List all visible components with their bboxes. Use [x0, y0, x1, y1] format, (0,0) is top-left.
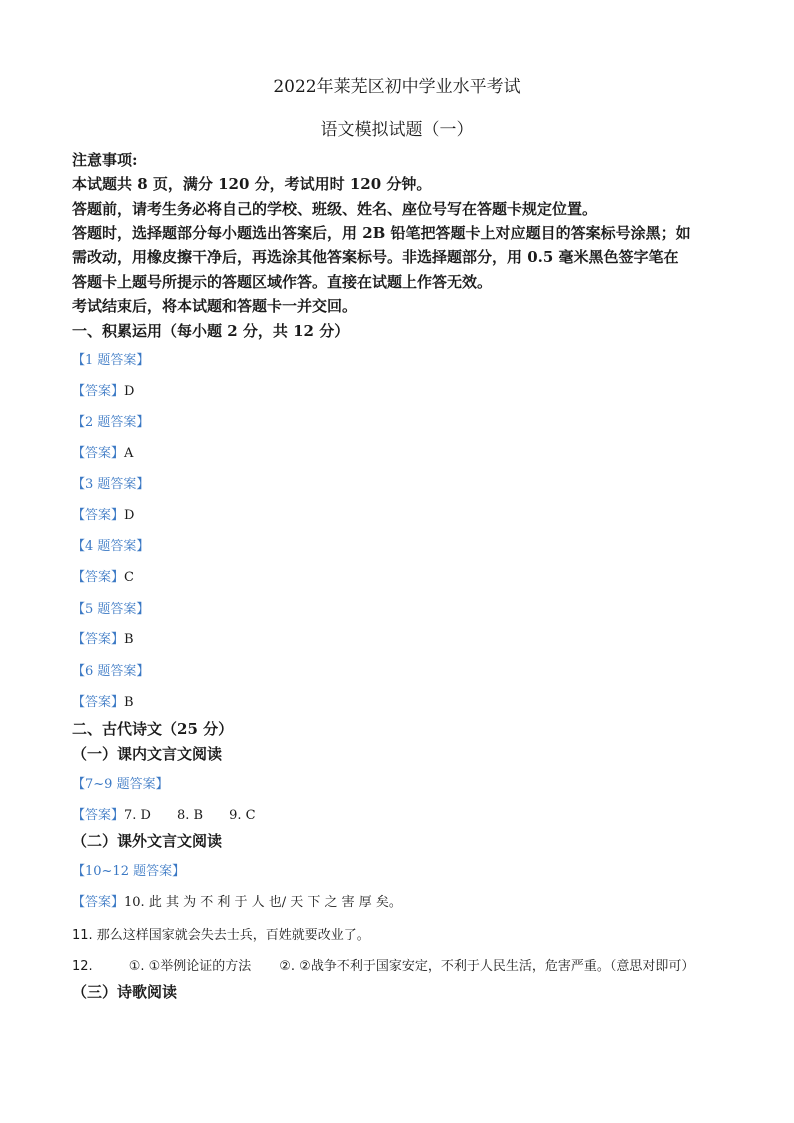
q7-9-label: 【7~9 题答案】 — [72, 777, 169, 792]
answer-tag: 【答案】 — [72, 808, 125, 823]
answer-value: 10. 此 其 为 不 利 于 人 也/ 天 下 之 害 厚 矣。 — [124, 895, 402, 910]
q4-label: 【4 题答案】 — [72, 539, 150, 554]
q3-answer — [72, 504, 134, 523]
q5-label: 【5 题答案】 — [72, 602, 150, 617]
page-subtitle: 语文模拟试题（一） — [320, 120, 474, 140]
part2-heading: （二）课外文言文阅读 — [72, 832, 223, 850]
notes-line: 需改动，用橡皮擦干净后，再选涂其他答案标号。非选择题部分，用 0.5 毫米黑色签字笔在 — [72, 248, 679, 266]
q2-label: 【2 题答案】 — [72, 415, 150, 430]
q5-answer — [72, 628, 134, 647]
page-title: 2022年莱芜区初中学业水平考试 — [273, 77, 521, 97]
q10-12-label: 【10~12 题答案】 — [72, 864, 186, 879]
answer-value: 9. C — [229, 808, 256, 823]
answer-value: B — [124, 632, 134, 647]
q12-answer — [72, 955, 694, 974]
q12-number: 12. — [72, 959, 93, 974]
q10-answer — [72, 891, 402, 910]
answer-tag: 【答案】 — [72, 695, 125, 710]
q4-answer — [72, 566, 134, 585]
answer-value: D — [124, 384, 135, 399]
answer-value: B — [124, 695, 134, 710]
answer-tag: 【答案】 — [72, 508, 125, 523]
notes-line: 答题时，选择题部分每小题选出答案后，用 2B 铅笔把答题卡上对应题目的答案标号涂黑；如 — [72, 224, 691, 242]
answer-tag: 【答案】 — [72, 384, 125, 399]
q6-label: 【6 题答案】 — [72, 664, 150, 679]
answer-value: C — [124, 570, 134, 585]
answer-value: A — [124, 446, 134, 461]
answer-tag: 【答案】 — [72, 895, 125, 910]
section1-heading: 一、积累运用（每小题 2 分，共 12 分） — [72, 322, 350, 340]
notes-line: 答题卡上题号所提示的答题区域作答。直接在试题上作答无效。 — [72, 273, 493, 291]
notes-heading: 注意事项: — [72, 151, 138, 169]
notes-line: 本试题共 8 页，满分 120 分，考试用时 120 分钟。 — [72, 175, 432, 193]
part1-heading: （一）课内文言文阅读 — [72, 745, 223, 763]
q7-9-answer — [72, 804, 256, 823]
section2-heading: 二、古代诗文（25 分） — [72, 720, 234, 738]
notes-line: 考试结束后，将本试题和答题卡一并交回。 — [72, 297, 358, 315]
answer-value: 7. D — [124, 808, 151, 823]
q2-answer — [72, 442, 133, 461]
q12-part-b: ②. ②战争不利于国家安定，不利于人民生活，危害严重。（意思对即可） — [279, 959, 695, 974]
answer-tag: 【答案】 — [72, 632, 125, 647]
answer-value: D — [124, 508, 135, 523]
q1-label: 【1 题答案】 — [72, 353, 150, 368]
answer-tag: 【答案】 — [72, 570, 125, 585]
q12-part-a: ①. ①举例论证的方法 — [128, 959, 252, 974]
part3-heading: （三）诗歌阅读 — [72, 983, 178, 1001]
notes-line: 答题前，请考生务必将自己的学校、班级、姓名、座位号写在答题卡规定位置。 — [72, 200, 598, 218]
q11-answer: 11. 那么这样国家就会失去士兵，百姓就要改业了。 — [72, 928, 370, 943]
q3-label: 【3 题答案】 — [72, 477, 150, 492]
answer-tag: 【答案】 — [72, 446, 125, 461]
answer-value: 8. B — [176, 808, 204, 823]
q1-answer — [72, 380, 134, 399]
q6-answer — [72, 691, 134, 710]
